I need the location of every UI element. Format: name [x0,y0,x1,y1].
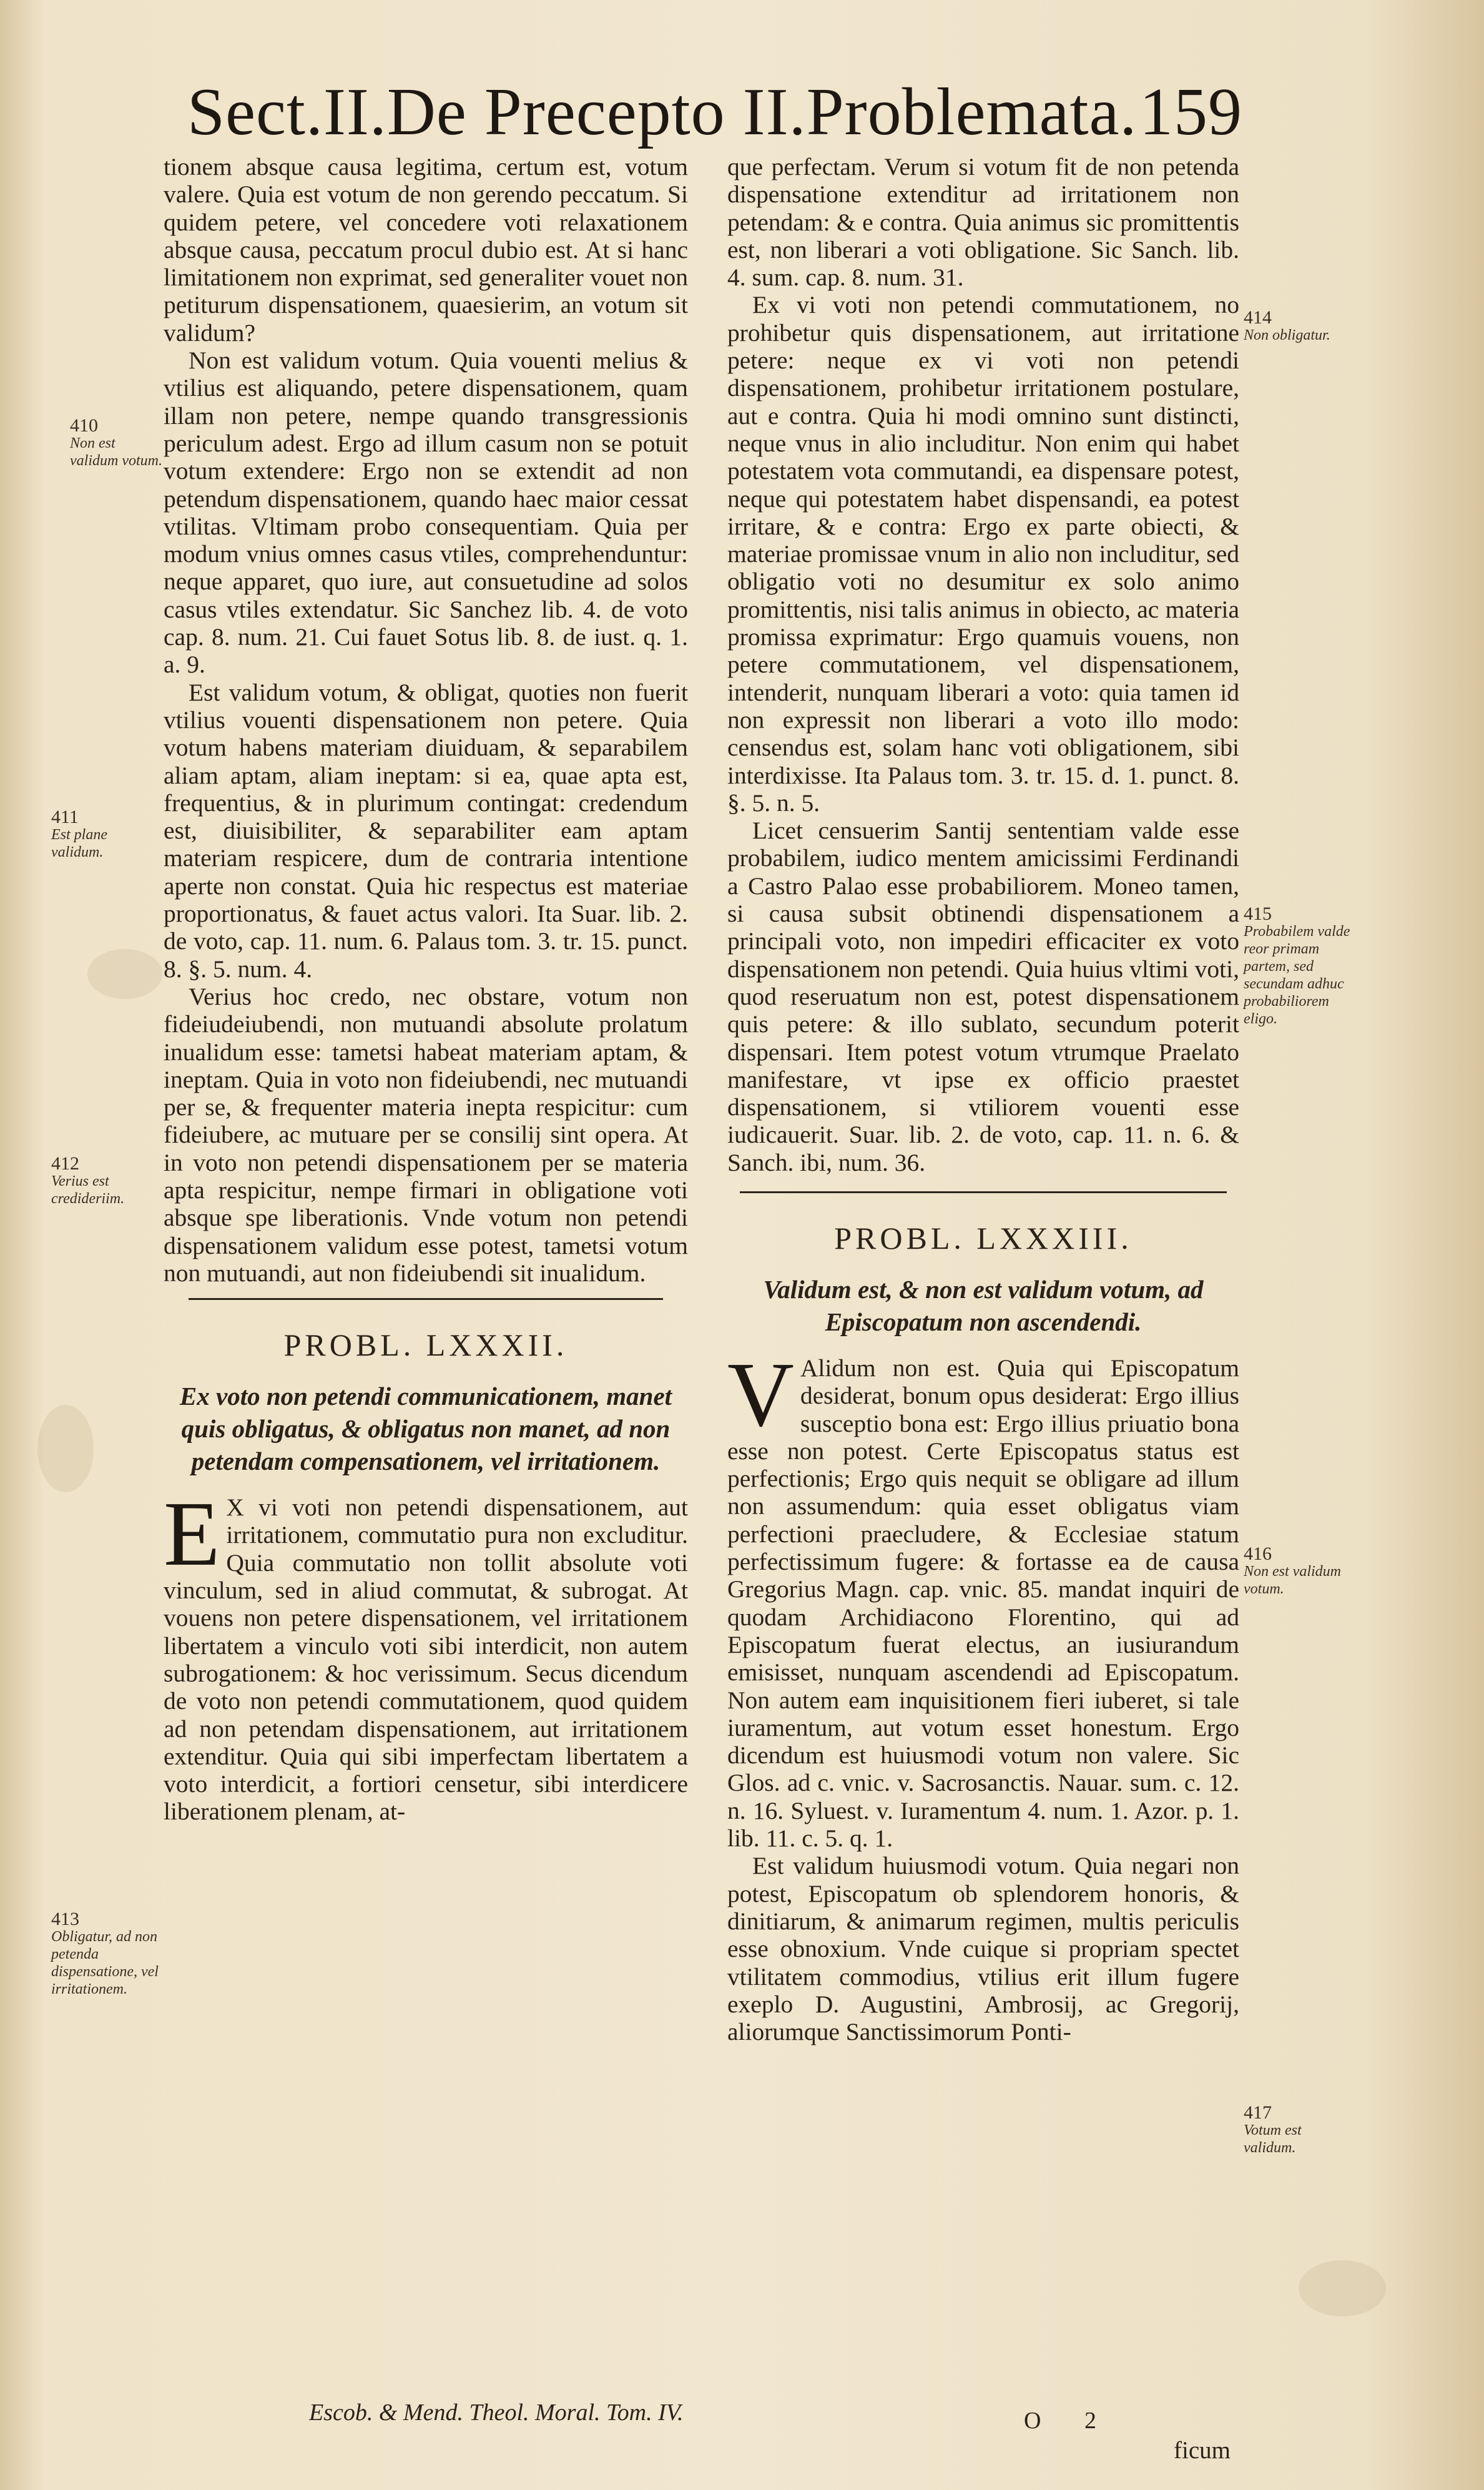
margin-note-text: Obligatur, ad non petenda dispensatione, vel irritationem. [51,1929,159,1997]
paper-stain [87,949,162,999]
signature-mark: O 2 [1024,2408,1115,2434]
margin-note-text: Verius est credideriim. [51,1173,125,1207]
problem-subtitle: Ex voto non petendi communicationem, manet quis obligatus, & obligatus non manet, ad non petendam compensationem, vel irritationem. [179,1382,672,1476]
page-number: 159 [1139,75,1242,149]
margin-note [70,417,164,470]
margin-note [1244,309,1353,344]
margin-note-number: 415 [1244,903,1272,924]
margin-note [1244,905,1353,1028]
problem-subtitle: Validum est, & non est validum votum, ad Episcopatum non ascendendi. [763,1274,1204,1336]
margin-note [1244,2104,1353,2157]
paragraph: Est validum votum, & obligat, quoties non fuerit vtilius vouenti dispensationem non petere. Quia votum habens materiam diuiduam, & separabilem aliam aptam, aliam ineptam: si ea, quae apta est, frequentius, & in plurimum contingat: credendum est, diuisibiliter, & separabiliter eam aptam materiam respicere, dum de contraria intentione aperte non constat. Quia hic respectus est materiae proportionatus, & fauet actus valori. Ita Suar. lib. 2. de voto, cap. 11. num. 6. Palaus tom. 3. tr. 15. punct. 8. §. 5. num. 4. [164,678,688,983]
paragraph: Verius hoc credo, nec obstare, votum non fideiudeiubendi, non mutuandi absolute prolatum inualidum esse: tametsi habeat materiam aptam, & ineptam. Quia in voto non fideiubendi, nec mutuandi per se, & frequenter materia inepta respicitur: cum fideiubere, ac mutuare per se consilij sint opera. At in voto non petendi dispensationem per se materia apta respicitur, nempe firmari in obligatione voti absque spe liberationis. Vnde votum non petendi dispensationem validum esse potest, tametsi votum non mutuandi, aut non fideiubendi sit inualidum. [164,982,688,1287]
margin-note-text: Non est validum votum. [1244,1563,1341,1597]
margin-note-text: Votum est validum. [1244,2122,1302,2156]
margin-note-text: Non est validum votum. [70,435,162,469]
problem-title: PROBL. LXXXII. [283,1327,568,1363]
margin-note-number: 417 [1244,2102,1272,2123]
problem-text [727,1343,1239,1853]
paragraph: Est validum huiusmodi votum. Quia negari non potest, Episcopatum ob splendorem honoris, & dinitiarum, & animarum regimen, multis periculis esse obnoxium. Vnde cuique si propriam spectet vtilitatem commodius, vtilius erit illum fugere exeplo D. Augustini, Ambrosij, ac Gregorij, aliorumque Sanctissimorum Ponti- [727,1852,1239,2046]
margin-note-number: 413 [51,1909,79,1929]
paper-stain [37,1405,94,1492]
section-rule [740,1191,1227,1193]
author-line: Escob. & Mend. Theol. Moral. Tom. IV. [309,2399,684,2426]
paragraph: tionem absque causa legitima, certum est, votum valere. Quia est votum de non gerendo peccatum. Si quidem petere, vel concedere voti relaxationem absque causa, peccatum procul dubio est. At si hanc limitationem non exprimat, sed generaliter vouet non petiturum dispensationem, quaesierim, an votum sit validum? [164,153,688,347]
right-column [727,153,1239,2045]
catchword: ficum [1174,2437,1231,2464]
problem-text [164,1483,688,1826]
margin-note [51,1155,160,1208]
section-rule [189,1298,663,1300]
paper-stain [1299,2260,1386,2316]
margin-note-number: 414 [1244,307,1272,328]
margin-note [1244,1545,1353,1598]
margin-note [51,809,160,861]
margin-note-text: Non obligatur. [1244,327,1330,343]
margin-note-number: 411 [51,807,79,827]
drop-cap: E [164,1483,220,1586]
paragraph: Licet censuerim Santij sententiam valde esse probabilem, iudico mentem amicissimi Ferdinandi a Castro Palao esse probabiliorem. Moneo tamen, si causa subsit obtinendi dispensationem a principali voto, non impediri efficaciter ex voto dispensationem non petendi. Quia huius vltimi voti, quod reseruatum non est, potest dispensationem quis petere: & illo sublato, secundum poterit dispensari. Item potest votum vtrumque Praelato manifestare, vt ipse ex officio praestet dispensationem, si vtiliorem vouenti esse iudicauerit. Suar. lib. 2. de voto, cap. 11. n. 6. & Sanch. ibi, num. 36. [727,817,1239,1176]
paragraph: Ex vi voti non petendi commutationem, no prohibetur quis dispensationem, aut irritatione petere: neque ex vi voti non petendi dispensationem, prohibetur irritationem postulare, aut e contra. Quia hi modi omnino sunt distincti, neque vnus in alio includitur. Non enim qui habet potestatem vota commutandi, ea dispensare potest, neque qui potestatem habet dispensandi, ea potest irritare, & e contra: Ergo ex parte obiecti, & materiae promissae vnum in alio non includitur, sed obligatio voti no desumitur ex solo animo promittentis, nisi talis animus in obiecto, ac materia promissa exprimatur: Ergo quamuis vouens, non petere commutationem, vel dispensationem, intenderit, nunquam liberari a voto: quia tamen id non expressit non liberari a voto illo modo: censendus est, solam hanc voti obligationem, sibi interdixisse. Ita Palaus tom. 3. tr. 15. d. 1. punct. 8. §. 5. n. 5. [727,291,1239,817]
problem-body: X vi voti non petendi dispensationem, aut irritationem, commutatio pura non excluditur. Quia commutatio non tollit absolute voti vinculum, sed in aliud commutat, & subrogat. At vouens non petere dispensationem, vel irritationem libertatem a vinculo voti sibi interdicit, non autem subrogationem: & hoc verissimum. Secus dicendum de voto non petendi commutationem, quod quidem ad non petendam dispensationem, aut irritationem extenditur. Quia qui sibi imperfectam libertatem a voto interdicit, a fortiori censetur, sibi interdicere liberationem plenam, at- [164,1494,688,1826]
running-title: Sect.II.De Precepto II.Problemata. [187,75,1138,149]
margin-note-number: 412 [51,1153,79,1174]
paragraph: Non est validum votum. Quia vouenti melius & vtilius est aliquando, petere dispensationem, quam illam non petere, nempe quando transgressionis periculum adest. Ergo ad illum casum non se potuit votum extendere: Ergo non se extendit ad non petendum dispensationem, quando haec maior cessat vtilitas. Vltimam probo consequentiam. Quia per modum vnius omnes casus vtiles, comprehenduntur: neque apparet, quo iure, aut consuetudine ad solos casus vtiles extendatur. Sic Sanchez lib. 4. de voto cap. 8. num. 21. Cui fauet Sotus lib. 8. de iust. q. 1. a. 9. [164,347,688,679]
margin-note-number: 416 [1244,1543,1272,1564]
left-column [164,153,688,1826]
running-header [187,69,1242,156]
problem-title: PROBL. LXXXIII. [834,1220,1133,1256]
problem-body: Alidum non est. Quia qui Episcopatum desiderat, bonum opus desiderat: Ergo illius susceptio bona est: Ergo illius priuatio bona esse non potest. Certe Episcopatus status est perfectionis; Ergo quis nequit se obligare ad illum non assumendum: quia esset obligatus viam perfectioni praecludere, & Ecclesiae statum perfectissimum fugere: & fortasse ea de causa Gregorius Magn. cap. vnic. 85. mandat inquiri de quodam Archidiacono Florentino, qui ad Episcopatum fuerat electus, an iusiurandum emisisset, nunquam ascendendi ad Episcopatum. Non autem eam inquisitionem fieri iuberet, si tale iuramentum, aut votum esset honestum. Ergo dicendum est huiusmodi votum non valere. Sic Glos. ad c. vnic. v. Sacrosanctis. Nauar. sum. c. 12. n. 16. Syluest. v. Iuramentum 4. num. 1. Azor. p. 1. lib. 11. c. 5. q. 1. [727,1354,1239,1853]
margin-note [51,1911,160,1998]
margin-note-text: Probabilem valde reor primam partem, sed secundam adhuc probabiliorem eligo. [1244,923,1350,1027]
drop-cap: V [727,1343,794,1446]
margin-note-text: Est plane validum. [51,827,107,860]
margin-note-number: 410 [70,415,98,436]
paragraph: que perfectam. Verum si votum fit de non petenda dispensatione extenditur ad irritationem non petendam: & e contra. Quia animus sic promittentis est, non liberari a voti obligatione. Sic Sanch. lib. 4. sum. cap. 8. num. 31. [727,153,1239,292]
